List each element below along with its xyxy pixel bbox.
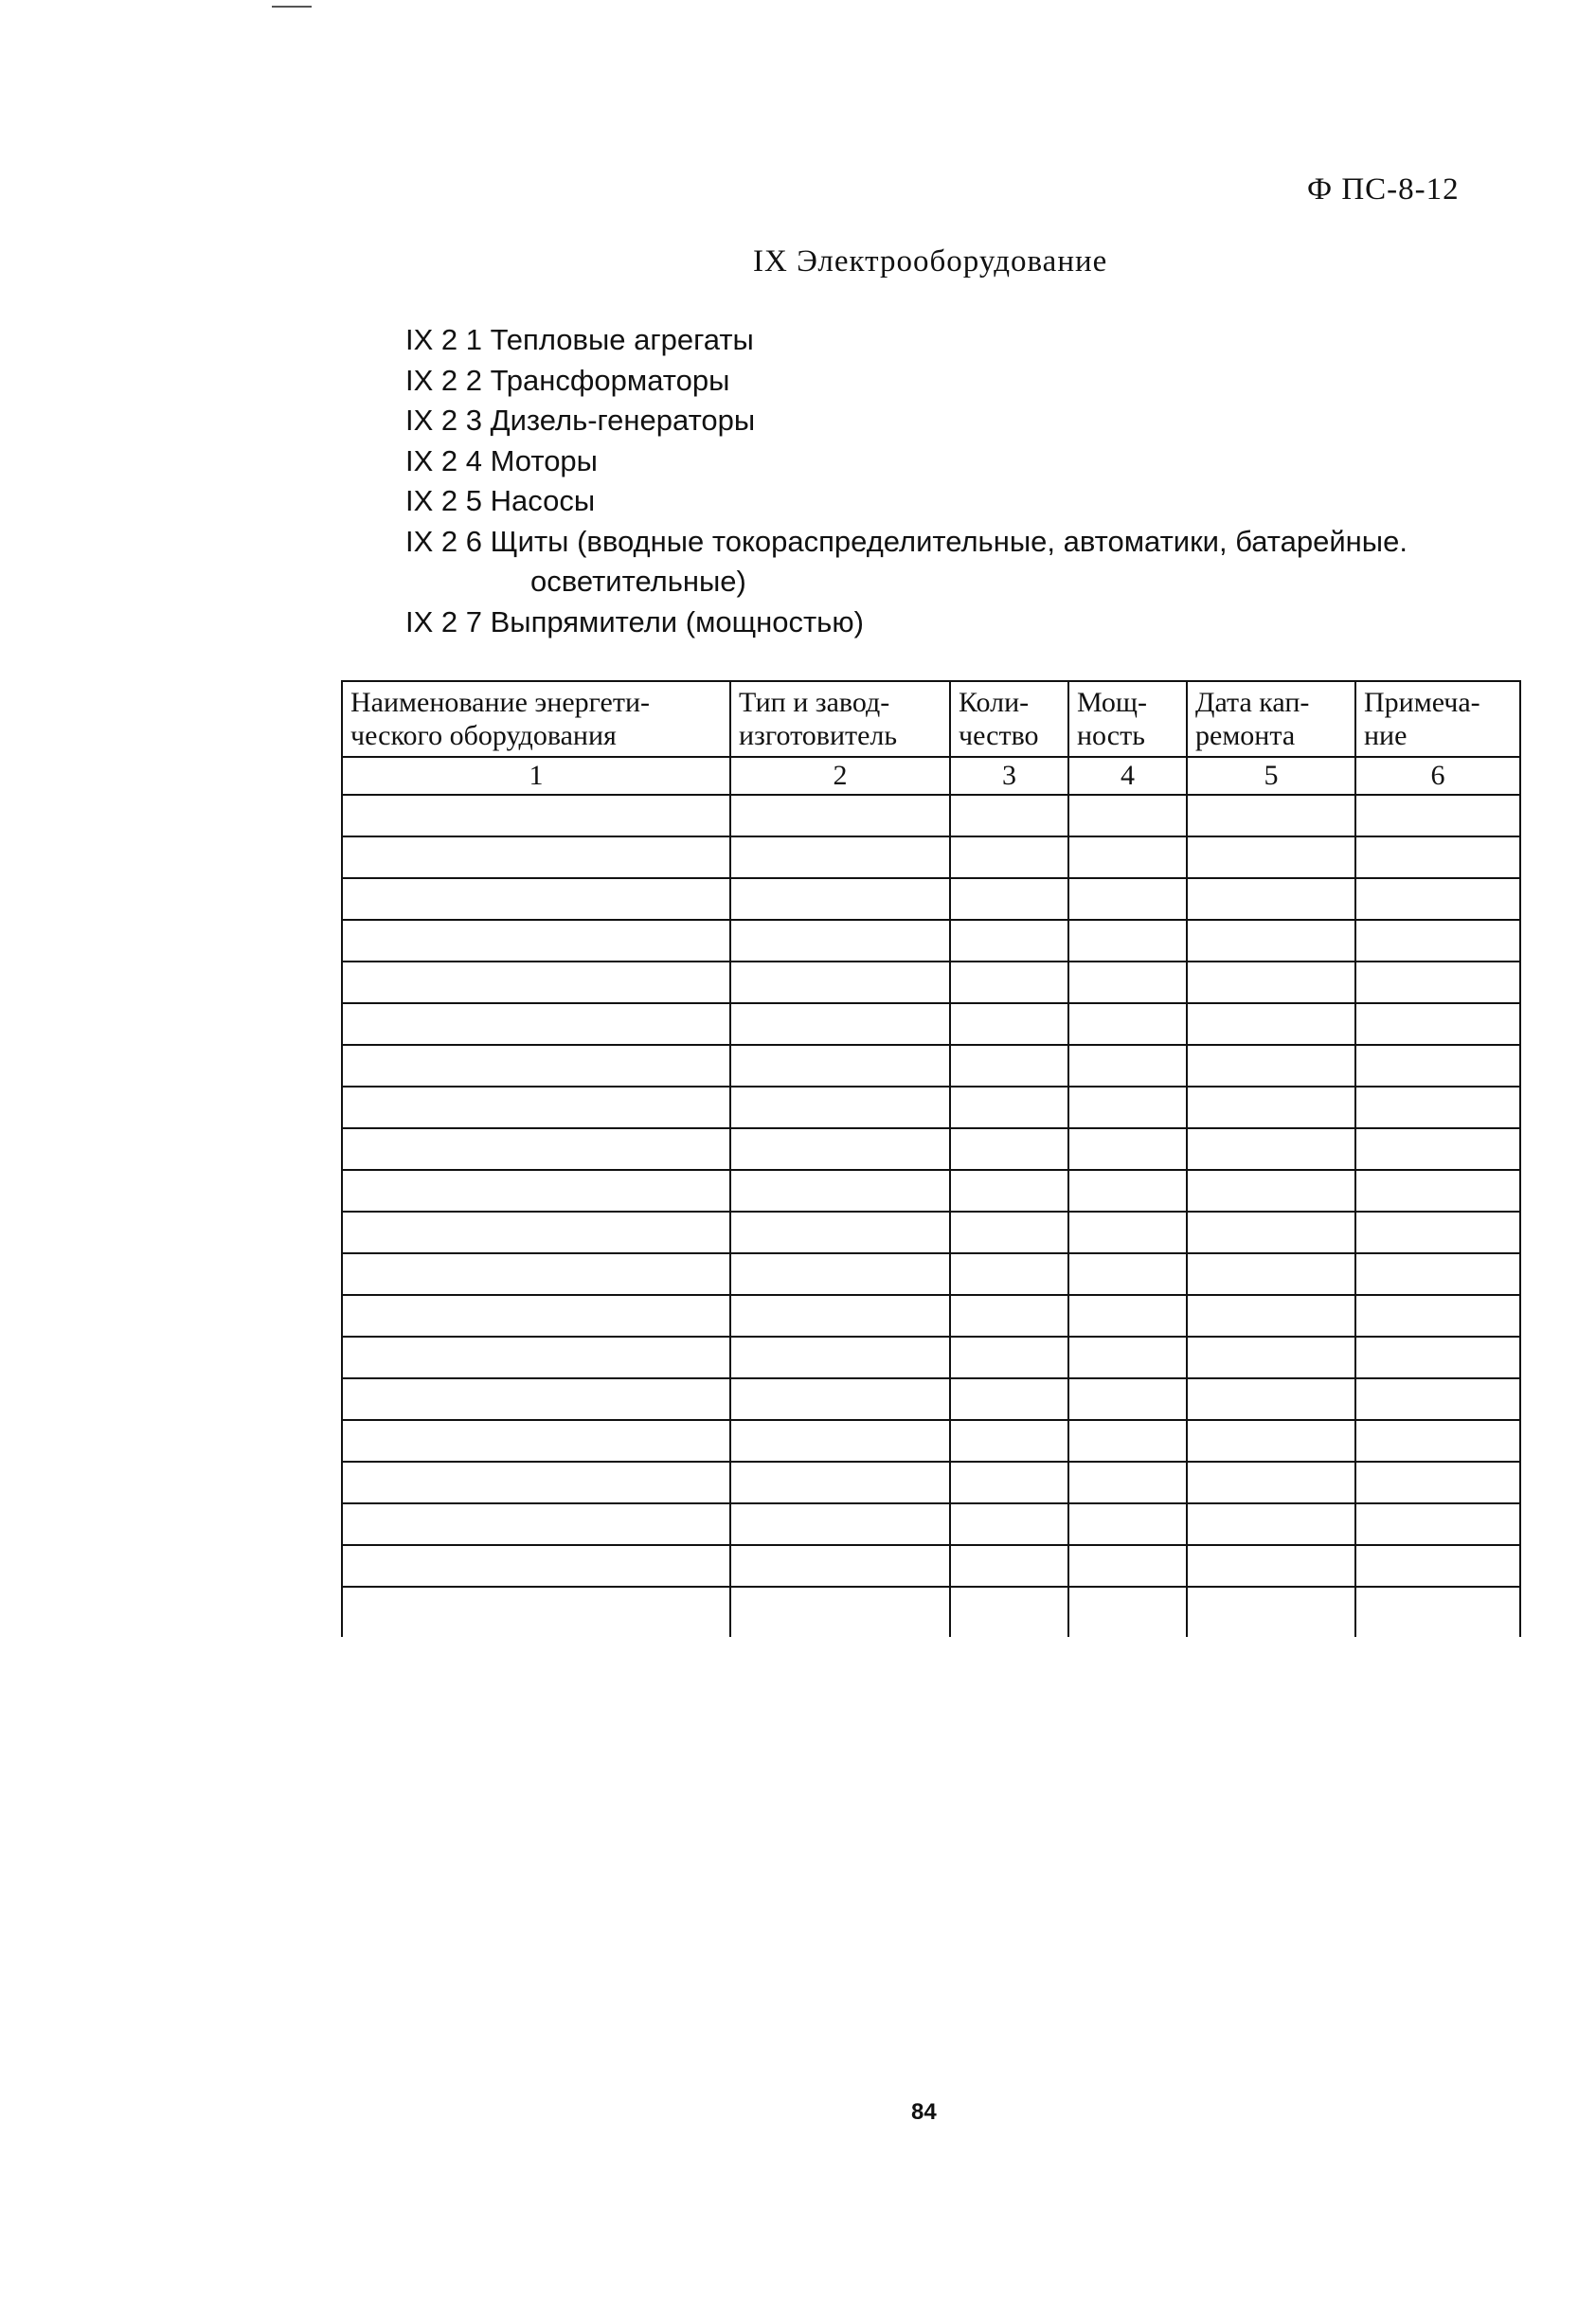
table-cell[interactable] xyxy=(1187,795,1355,836)
table-row xyxy=(342,1587,1520,1637)
table-cell[interactable] xyxy=(342,1253,730,1295)
table-cell[interactable] xyxy=(730,1462,950,1503)
table-cell[interactable] xyxy=(1355,1087,1520,1128)
column-header-equipment-name xyxy=(342,681,730,757)
form-code: Ф ПС-8-12 xyxy=(1307,172,1460,207)
table-row xyxy=(342,1087,1520,1128)
table-cell[interactable] xyxy=(342,1212,730,1253)
column-header-overhaul-date xyxy=(1187,681,1355,757)
table-cell[interactable] xyxy=(950,1503,1068,1545)
table-cell[interactable] xyxy=(342,1003,730,1045)
list-item: IX 2 5 Насосы xyxy=(405,484,596,517)
table-cell[interactable] xyxy=(1068,878,1187,920)
table-cell[interactable] xyxy=(1355,795,1520,836)
header-line: ческого оборудования xyxy=(350,720,617,751)
table-cell[interactable] xyxy=(1068,1503,1187,1545)
table-row xyxy=(342,1420,1520,1462)
header-line: ние xyxy=(1364,720,1408,751)
table-cell[interactable] xyxy=(1355,1128,1520,1170)
table-cell[interactable] xyxy=(730,1337,950,1378)
table-cell[interactable] xyxy=(342,1337,730,1378)
table-cell[interactable] xyxy=(1187,1378,1355,1420)
table-cell[interactable] xyxy=(1355,962,1520,1003)
table-row xyxy=(342,1212,1520,1253)
table-cell[interactable] xyxy=(1187,1337,1355,1378)
table-cell[interactable] xyxy=(1068,1045,1187,1087)
table-cell[interactable] xyxy=(730,1545,950,1587)
column-number: 3 xyxy=(950,757,1068,795)
table-row xyxy=(342,962,1520,1003)
table-cell[interactable] xyxy=(730,1087,950,1128)
table-cell[interactable] xyxy=(342,1587,730,1637)
table-cell[interactable] xyxy=(950,1420,1068,1462)
header-line: чество xyxy=(959,720,1039,751)
table-cell[interactable] xyxy=(1068,920,1187,962)
list-item: IX 2 4 Моторы xyxy=(405,443,598,477)
table-cell[interactable] xyxy=(950,1045,1068,1087)
table-cell[interactable] xyxy=(342,1462,730,1503)
table-cell[interactable] xyxy=(342,1128,730,1170)
table-cell[interactable] xyxy=(1068,1462,1187,1503)
table-cell[interactable] xyxy=(1355,1337,1520,1378)
table-cell[interactable] xyxy=(1068,962,1187,1003)
table-cell[interactable] xyxy=(1068,1337,1187,1378)
table-row xyxy=(342,878,1520,920)
list-item: IX 2 7 Выпрямители (мощностью) xyxy=(405,604,864,638)
table-cell[interactable] xyxy=(1355,1462,1520,1503)
table-row xyxy=(342,920,1520,962)
table-cell[interactable] xyxy=(1187,1295,1355,1337)
table-cell[interactable] xyxy=(950,795,1068,836)
column-header-type-manufacturer xyxy=(730,681,950,757)
table-cell[interactable] xyxy=(1068,836,1187,878)
table-cell[interactable] xyxy=(1355,878,1520,920)
table-cell[interactable] xyxy=(730,1420,950,1462)
table-cell[interactable] xyxy=(1355,1045,1520,1087)
table-cell[interactable] xyxy=(730,1170,950,1212)
table-row xyxy=(342,1462,1520,1503)
table-cell[interactable] xyxy=(950,878,1068,920)
table-row xyxy=(342,1295,1520,1337)
table-cell[interactable] xyxy=(950,1128,1068,1170)
table-cell[interactable] xyxy=(1187,878,1355,920)
column-header-quantity xyxy=(950,681,1068,757)
table-row xyxy=(342,1045,1520,1087)
header-line: Тип и завод- xyxy=(739,687,890,718)
table-cell[interactable] xyxy=(950,1212,1068,1253)
table-cell[interactable] xyxy=(342,1503,730,1545)
table-cell[interactable] xyxy=(1187,1253,1355,1295)
column-header-power xyxy=(1068,681,1187,757)
column-number: 1 xyxy=(342,757,730,795)
table-row xyxy=(342,1253,1520,1295)
table-row xyxy=(342,1337,1520,1378)
table-cell[interactable] xyxy=(1187,1545,1355,1587)
table-cell[interactable] xyxy=(730,795,950,836)
header-line: Коли- xyxy=(959,687,1030,718)
header-line: Дата кап- xyxy=(1195,687,1310,718)
table-cell[interactable] xyxy=(1187,920,1355,962)
table-cell[interactable] xyxy=(1187,1170,1355,1212)
table-cell[interactable] xyxy=(1068,1587,1187,1637)
table-cell[interactable] xyxy=(730,1003,950,1045)
table-cell[interactable] xyxy=(1355,1170,1520,1212)
table-cell[interactable] xyxy=(1355,1003,1520,1045)
header-line: изготовитель xyxy=(739,720,898,751)
table-cell[interactable] xyxy=(730,920,950,962)
column-number: 2 xyxy=(730,757,950,795)
table-cell[interactable] xyxy=(950,1003,1068,1045)
table-cell[interactable] xyxy=(1355,1420,1520,1462)
table-cell[interactable] xyxy=(950,1087,1068,1128)
table-cell[interactable] xyxy=(1187,1587,1355,1637)
table-cell[interactable] xyxy=(1187,836,1355,878)
table-cell[interactable] xyxy=(950,1587,1068,1637)
table-cell[interactable] xyxy=(1068,1212,1187,1253)
table-cell[interactable] xyxy=(342,1045,730,1087)
table-cell[interactable] xyxy=(730,1378,950,1420)
table-cell[interactable] xyxy=(730,1503,950,1545)
table-cell[interactable] xyxy=(950,962,1068,1003)
table-row xyxy=(342,1503,1520,1545)
header-line: Примеча- xyxy=(1364,687,1480,718)
list-item: IX 2 1 Тепловые агрегаты xyxy=(405,323,754,356)
page-number: 84 xyxy=(911,2099,937,2125)
column-header-notes xyxy=(1355,681,1520,757)
table-cell[interactable] xyxy=(1187,1128,1355,1170)
table-cell[interactable] xyxy=(950,1378,1068,1420)
table-cell[interactable] xyxy=(1068,1170,1187,1212)
table-cell[interactable] xyxy=(1187,962,1355,1003)
table-cell[interactable] xyxy=(1187,1045,1355,1087)
table-cell[interactable] xyxy=(342,1295,730,1337)
column-number-row xyxy=(342,757,1520,795)
table-cell[interactable] xyxy=(1068,1128,1187,1170)
table-cell[interactable] xyxy=(342,878,730,920)
table-cell[interactable] xyxy=(730,1587,950,1637)
column-number: 4 xyxy=(1068,757,1187,795)
table-cell[interactable] xyxy=(342,836,730,878)
table-row xyxy=(342,795,1520,836)
list-item: IX 2 6 Щиты (вводные токораспределительные, автоматики, батарейные. xyxy=(405,524,1408,558)
table-cell[interactable] xyxy=(342,1378,730,1420)
table-cell[interactable] xyxy=(950,1545,1068,1587)
table-cell[interactable] xyxy=(1187,1087,1355,1128)
table-cell[interactable] xyxy=(342,1170,730,1212)
table-cell[interactable] xyxy=(1068,1087,1187,1128)
table-row xyxy=(342,1170,1520,1212)
table-cell[interactable] xyxy=(1187,1003,1355,1045)
header-line: ность xyxy=(1077,720,1145,751)
table-cell[interactable] xyxy=(342,920,730,962)
table-cell[interactable] xyxy=(730,878,950,920)
table-cell[interactable] xyxy=(730,962,950,1003)
header-line: Мощ- xyxy=(1077,687,1148,718)
table-cell[interactable] xyxy=(950,920,1068,962)
table-cell[interactable] xyxy=(1355,1503,1520,1545)
list-item: IX 2 2 Трансформаторы xyxy=(405,363,730,397)
header-line: ремонта xyxy=(1195,720,1296,751)
table-cell[interactable] xyxy=(342,1545,730,1587)
table-cell[interactable] xyxy=(1068,1003,1187,1045)
table-cell[interactable] xyxy=(342,795,730,836)
table-cell[interactable] xyxy=(1068,1420,1187,1462)
table-cell[interactable] xyxy=(1355,836,1520,878)
table-cell[interactable] xyxy=(1187,1420,1355,1462)
top-rule xyxy=(272,6,312,8)
table-row xyxy=(342,1378,1520,1420)
table-cell[interactable] xyxy=(1355,920,1520,962)
column-number: 6 xyxy=(1355,757,1520,795)
table-cell[interactable] xyxy=(1068,795,1187,836)
table-cell[interactable] xyxy=(730,1045,950,1087)
table-row xyxy=(342,836,1520,878)
table-cell[interactable] xyxy=(1187,1503,1355,1545)
table-cell[interactable] xyxy=(342,962,730,1003)
table-cell[interactable] xyxy=(950,836,1068,878)
table-header-row xyxy=(342,681,1520,757)
header-line: Наименование энергети- xyxy=(350,687,651,718)
table-cell[interactable] xyxy=(730,1295,950,1337)
table-cell[interactable] xyxy=(950,1295,1068,1337)
equipment-table xyxy=(341,680,1521,1637)
table-cell[interactable] xyxy=(1068,1253,1187,1295)
table-cell[interactable] xyxy=(1068,1545,1187,1587)
table-cell[interactable] xyxy=(950,1170,1068,1212)
table-cell[interactable] xyxy=(950,1337,1068,1378)
table-cell[interactable] xyxy=(1355,1295,1520,1337)
column-number: 5 xyxy=(1187,757,1355,795)
table-cell[interactable] xyxy=(1355,1212,1520,1253)
table-row xyxy=(342,1003,1520,1045)
table-cell[interactable] xyxy=(730,1253,950,1295)
table-cell[interactable] xyxy=(1355,1253,1520,1295)
section-title: IX Электрооборудование xyxy=(753,244,1108,279)
table-cell[interactable] xyxy=(730,836,950,878)
table-cell[interactable] xyxy=(1068,1295,1187,1337)
table-cell[interactable] xyxy=(730,1212,950,1253)
table-cell[interactable] xyxy=(1187,1462,1355,1503)
equipment-category-list xyxy=(405,320,1408,642)
table-cell[interactable] xyxy=(342,1420,730,1462)
table-cell[interactable] xyxy=(342,1087,730,1128)
table-cell[interactable] xyxy=(950,1462,1068,1503)
list-item-continuation: осветительные) xyxy=(530,565,746,598)
table-cell[interactable] xyxy=(950,1253,1068,1295)
table-row xyxy=(342,1128,1520,1170)
table-cell[interactable] xyxy=(1068,1378,1187,1420)
table-cell[interactable] xyxy=(730,1128,950,1170)
table-row xyxy=(342,1545,1520,1587)
table-cell[interactable] xyxy=(1355,1378,1520,1420)
table-cell[interactable] xyxy=(1355,1587,1520,1637)
table-cell[interactable] xyxy=(1355,1545,1520,1587)
list-item: IX 2 3 Дизель-генераторы xyxy=(405,404,756,437)
table-cell[interactable] xyxy=(1187,1212,1355,1253)
